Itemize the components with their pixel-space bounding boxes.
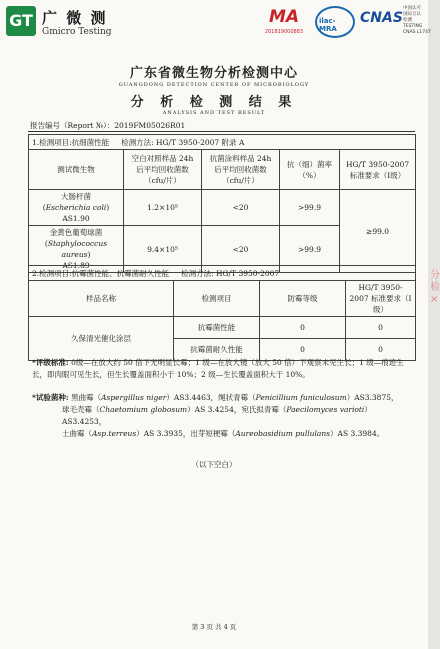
divider [28,131,415,132]
table1-header: HG/T 3950-2007 标准要求（I级） [340,150,416,190]
ilac-mra-logo [315,6,355,38]
blank-below-note: （以下空白） [191,460,237,469]
microbe-cell: 金黄色葡萄球菌 (Staphylococcus aureus) AS1.89 [29,226,124,273]
ilac-mark: ilac-MRA [319,17,337,33]
brand-name-cn: 广 微 测 [42,9,108,27]
report-number-value: 2019FM05026R01 [114,121,186,130]
brand-name-en: Gmicro Testing [42,27,112,37]
microbe-cell: 大肠杆菌 (Escherichia coli) AS1.90 [29,190,124,226]
microbe-name-cn: 大肠杆菌 [61,192,91,201]
antibacterial-rate: >99.9 [280,190,340,226]
strain: 土曲霉（Asp.terreus）AS 3.3935， [62,429,191,438]
criteria-label: *评级标准: [32,358,69,367]
doc-title-en: ANALYSIS AND TEST RESULT [162,110,266,116]
strain: 宛氏拟青霉（Paecilomyces varioti）AS3.4253， [62,405,372,426]
table2-item: 2.检测项目:抗霉菌性能、抗霉菌耐久性能 [32,268,170,278]
test-item: 抗霉菌耐久性能 [174,339,260,361]
cnas-logo: CNAS [360,10,403,26]
sample-count: <20 [202,226,280,273]
cma-mark: MA [268,7,300,27]
doc-title-cn: 分 析 检 测 结 果 [130,95,298,110]
sample-count: <20 [202,190,280,226]
cma-logo [260,5,308,35]
mould-grade: 0 [260,339,346,361]
cma-number: 201819000883 [264,29,304,35]
mould-grade: 0 [260,317,346,339]
table1-header: 测试微生物 [29,150,124,190]
microbe-code: AS1.90 [62,214,90,223]
cnas-caption-line: 检测 [403,18,412,23]
strain: 球毛壳霉（Chaetomium globosum）AS 3.4254， [62,405,242,414]
test-strains [32,392,412,440]
cnas-caption-line: 国际互认 [403,12,421,17]
microbe-name-latin: Staphylococcus aureus [47,239,108,259]
table1-method: 检测方法: HG/T 3950-2007 附录 A [121,137,245,147]
table2-header: 检测项目 [174,281,260,317]
antibacterial-rate: >99.9 [280,226,340,273]
table2-method: 检测方法: HG/T 3950-2007 [181,268,280,278]
table2-header: 防霉等级 [260,281,346,317]
table2-header: HG/T 3950-2007 标准要求（I级） [346,281,416,317]
adjacent-page-edge: 分 检 × [430,270,440,305]
sample-name: 久保清光催化涂层 [29,317,174,361]
strains-label: *试验菌种: [32,393,69,402]
page-footer: 第 3 页 共 4 页 [191,623,237,631]
criteria-text: 0级—在放大约 50 倍下无明显长霉；1 级—在放大镜（放大 50 倍）下观察未见生长；1 级—痕迹生长，即肉眼可见生长，但生长覆盖面积小于 10%；2 级—生长覆盖面积大于 10%。 [32,358,404,379]
blank-count: 1.2×10⁵ [124,190,202,226]
table1-header: 抗菌涂料样品 24h 后平均回收菌数（cfu/片） [202,150,280,190]
org-title-cn: 广东省微生物分析检测中心 [129,66,298,81]
org-title-en: GUANGDONG DETECTION CENTER OF MICROBIOLOGY [118,82,310,88]
antibacterial-table [28,134,416,273]
grading-criteria [32,357,412,381]
grade-requirement: 0 [346,317,416,339]
report-number [30,120,185,131]
report-number-label: 报告编号（Report №）： [30,121,115,130]
cnas-caption-line: CNAS L1747 [403,30,431,35]
cnas-caption-line: TESTING [403,24,423,29]
strain: 黑曲霉（Aspergillus niger）AS3.4463， [71,393,219,402]
table1-item: 1.检测项目:抗细菌性能 [32,137,110,147]
cnas-caption [403,6,440,36]
blank-count: 9.4×10⁵ [124,226,202,273]
table2-header: 样品名称 [29,281,174,317]
gmicro-logo: GT [6,6,36,36]
table1-caption [29,135,416,150]
table-row [29,317,416,339]
standard-requirement: ≥99.0 [340,190,416,273]
table1-header: 空白对照样品 24h 后平均回收菌数（cfu/片） [124,150,202,190]
strain: 绳状青霉（Penicillium funiculosum）AS3.3875， [218,393,399,402]
microbe-name-latin: Escherichia coli [45,203,107,212]
cnas-caption-line: 中国认可 [403,6,421,11]
grade-requirement: 0 [346,339,416,361]
microbe-code: AS1.89 [62,261,90,270]
microbe-name-cn: 金黄色葡萄球菌 [49,228,103,237]
strain: 出芽短梗霉（Aureobasidium pullulans）AS 3.3984。 [190,429,385,438]
table1-header: 抗（细）菌率（%） [280,150,340,190]
table-row [29,190,416,226]
test-item: 抗霉菌性能 [174,317,260,339]
table2-caption [29,266,416,281]
antifungal-table [28,265,416,361]
